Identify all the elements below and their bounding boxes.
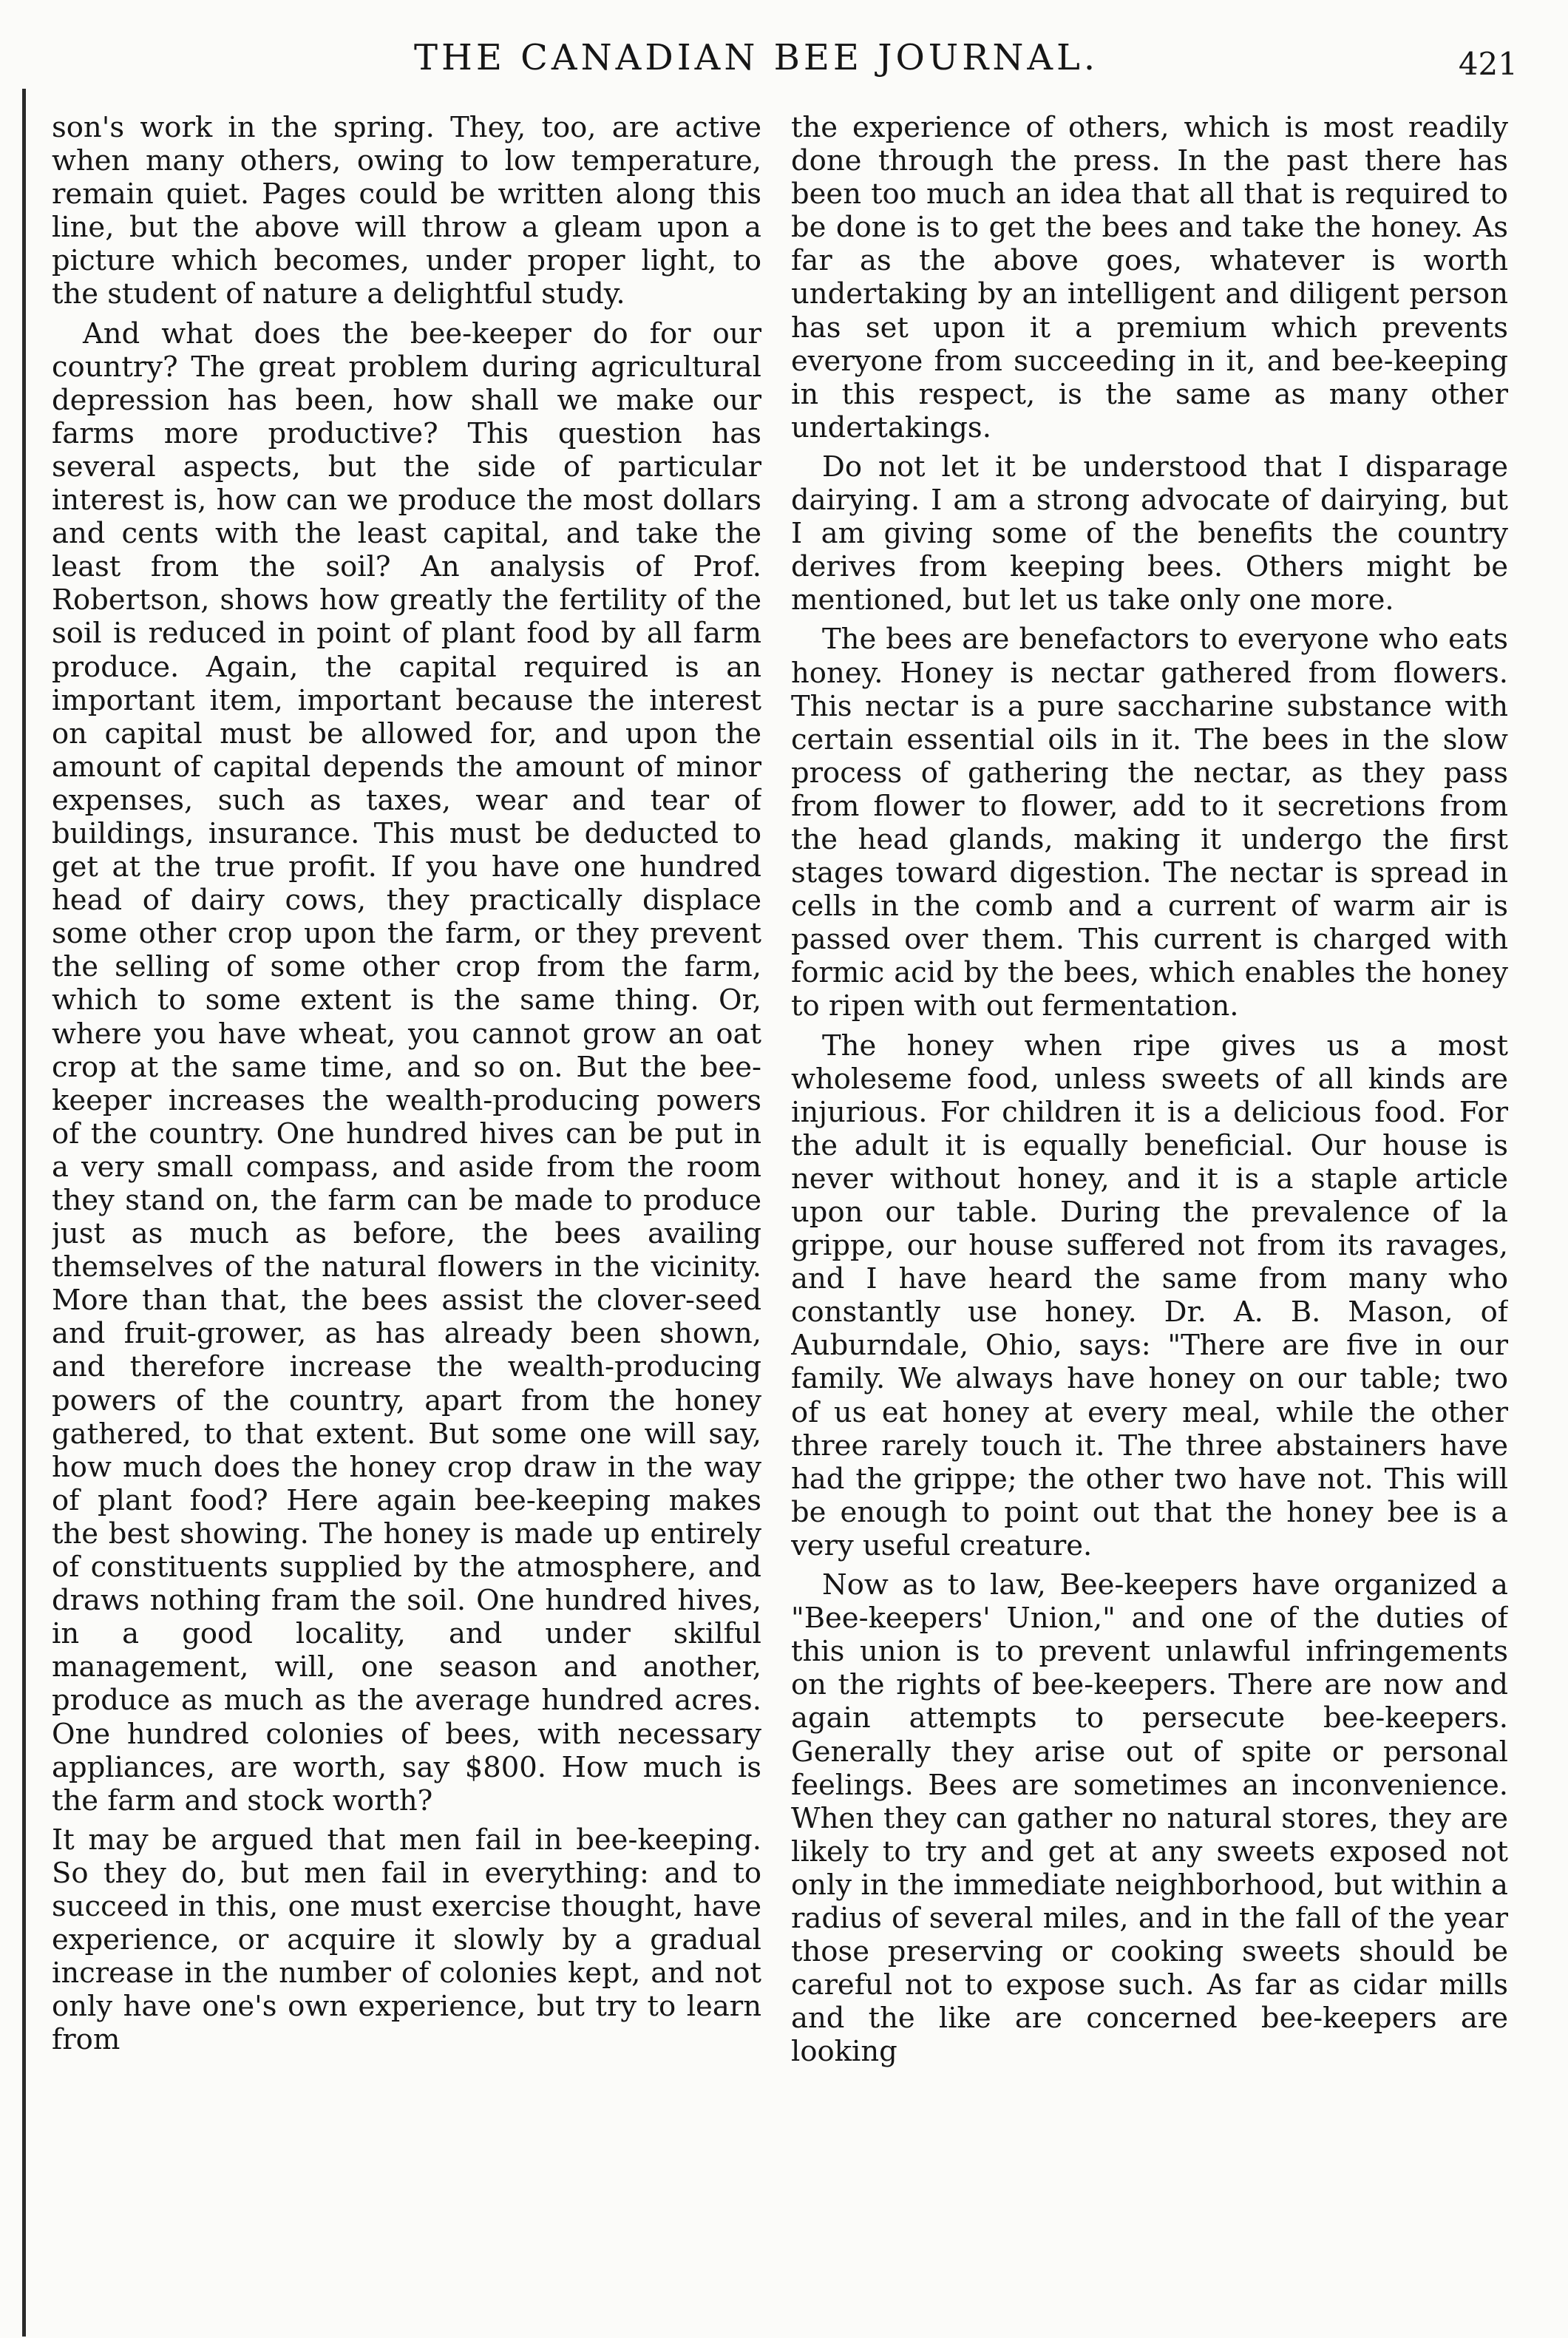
right-column: [791, 111, 1508, 2322]
page-number: 421: [1458, 46, 1518, 82]
page-header: [0, 16, 1568, 105]
paragraph: The bees are benefactors to everyone who eats honey. Honey is nectar gathered from flowers. This nectar is a pure saccharine substance with certain essential oils in it. The bees in the slow process of gathering the nectar, as they pass from flower to flower, add to it secretions from the head glands, making it undergo the first stages toward digestion. The nectar is spread in cells in the comb and a current of warm air is passed over them. This current is charged with formic acid by the bees, which enables the honey to ripen with out fermentation.: [791, 623, 1508, 1023]
paragraph: son's work in the spring. They, too, are active when many others, owing to low temperature, remain quiet. Pages could be written along this line, but the above will throw a gleam upon a picture which becomes, under proper light, to the student of nature a delightful study.: [52, 111, 761, 311]
paragraph: Do not let it be understood that I disparage dairying. I am a strong advocate of dairying, but I am giving some of the benefits the country derives from keeping bees. Others might be mentioned, but let us take only one more.: [791, 450, 1508, 617]
left-column: [52, 111, 761, 2322]
paragraph: It may be argued that men fail in bee-keeping. So they do, but men fail in everything: and to succeed in this, one must exercise thought, have experience, or acquire it slowly by a gradual increase in the number of colonies kept, and not only have one's own experience, but try to learn from: [52, 1823, 761, 2057]
paragraph: The honey when ripe gives us a most wholeseme food, unless sweets of all kinds are injurious. For children it is a delicious food. For the adult it is equally beneficial. Our house is never without honey, and it is a staple article upon our table. During the prevalence of la grippe, our house suffered not from its ravages, and I have heard the same from many who constantly use honey. Dr. A. B. Mason, of Auburndale, Ohio, says: "There are five in our family. We always have honey on our table; two of us eat honey at every meal, while the other three rarely touch it. The three abstainers have had the grippe; the other two have not. This will be enough to point out that the honey bee is a very useful creature.: [791, 1029, 1508, 1562]
paragraph: the experience of others, which is most readily done through the press. In the past there has been too much an idea that all that is required to be done is to get the bees and take the honey. As far as the above goes, whatever is worth undertaking by an intelligent and diligent person has set upon it a premium which prevents everyone from succeeding in it, and bee-keeping in this respect, is the same as many other undertakings.: [791, 111, 1508, 444]
paragraph: And what does the bee-keeper do for our country? The great problem during agricultural depression has been, how shall we make our farms more productive? This question has several aspects, but the side of particular interest is, how can we produce the most dollars and cents with the least capital, and take the least from the soil? An analysis of Prof. Robertson, shows how greatly the fertility of the soil is reduced in point of plant food by all farm produce. Again, the capital required is an important item, important because the interest on capital must be allowed for, and upon the amount of capital depends the amount of minor expenses, such as taxes, wear and tear of buildings, insurance. This must be deducted to get at the true profit. If you have one hundred head of dairy cows, they practically displace some other crop upon the farm, or they prevent the selling of some other crop from the farm, which to some extent is the same thing. Or, where you have wheat, you cannot grow an oat crop at the same time, and so on. But the bee-keeper increases the wealth-producing powers of the country. One hundred hives can be put in a very small compass, and aside from the room they stand on, the farm can be made to produce just as much as before, the bees availing themselves of the natural flowers in the vicinity. More than that, the bees assist the clover-seed and fruit-grower, as has already been shown, and therefore increase the wealth-producing powers of the country, apart from the honey gathered, to that extent. But some one will say, how much does the honey crop draw in the way of plant food? Here again bee-keeping makes the best showing. The honey is made up entirely of constituents supplied by the atmosphere, and draws nothing fram the soil. One hundred hives, in a good locality, and under skilful management, will, one season and another, produce as much as the average hundred acres. One hundred colonies of bees, with necessary appliances, are worth, say $800. How much is the farm and stock worth?: [52, 316, 761, 1817]
margin-rule: [22, 89, 26, 2337]
journal-title: THE CANADIAN BEE JOURNAL.: [414, 37, 1099, 78]
paragraph: Now as to law, Bee-keepers have organized a "Bee-keepers' Union," and one of the duties of this union is to prevent unlawful infringements on the rights of bee-keepers. There are now and again attempts to persecute bee-keepers. Generally they arise out of spite or personal feelings. Bees are sometimes an inconvenience. When they can gather no natural stores, they are likely to try and get at any sweets exposed not only in the immediate neighborhood, but within a radius of several miles, and in the fall of the year those preserving or cooking sweets should be careful not to expose such. As far as cidar mills and the like are concerned bee-keepers are looking: [791, 1568, 1508, 2069]
